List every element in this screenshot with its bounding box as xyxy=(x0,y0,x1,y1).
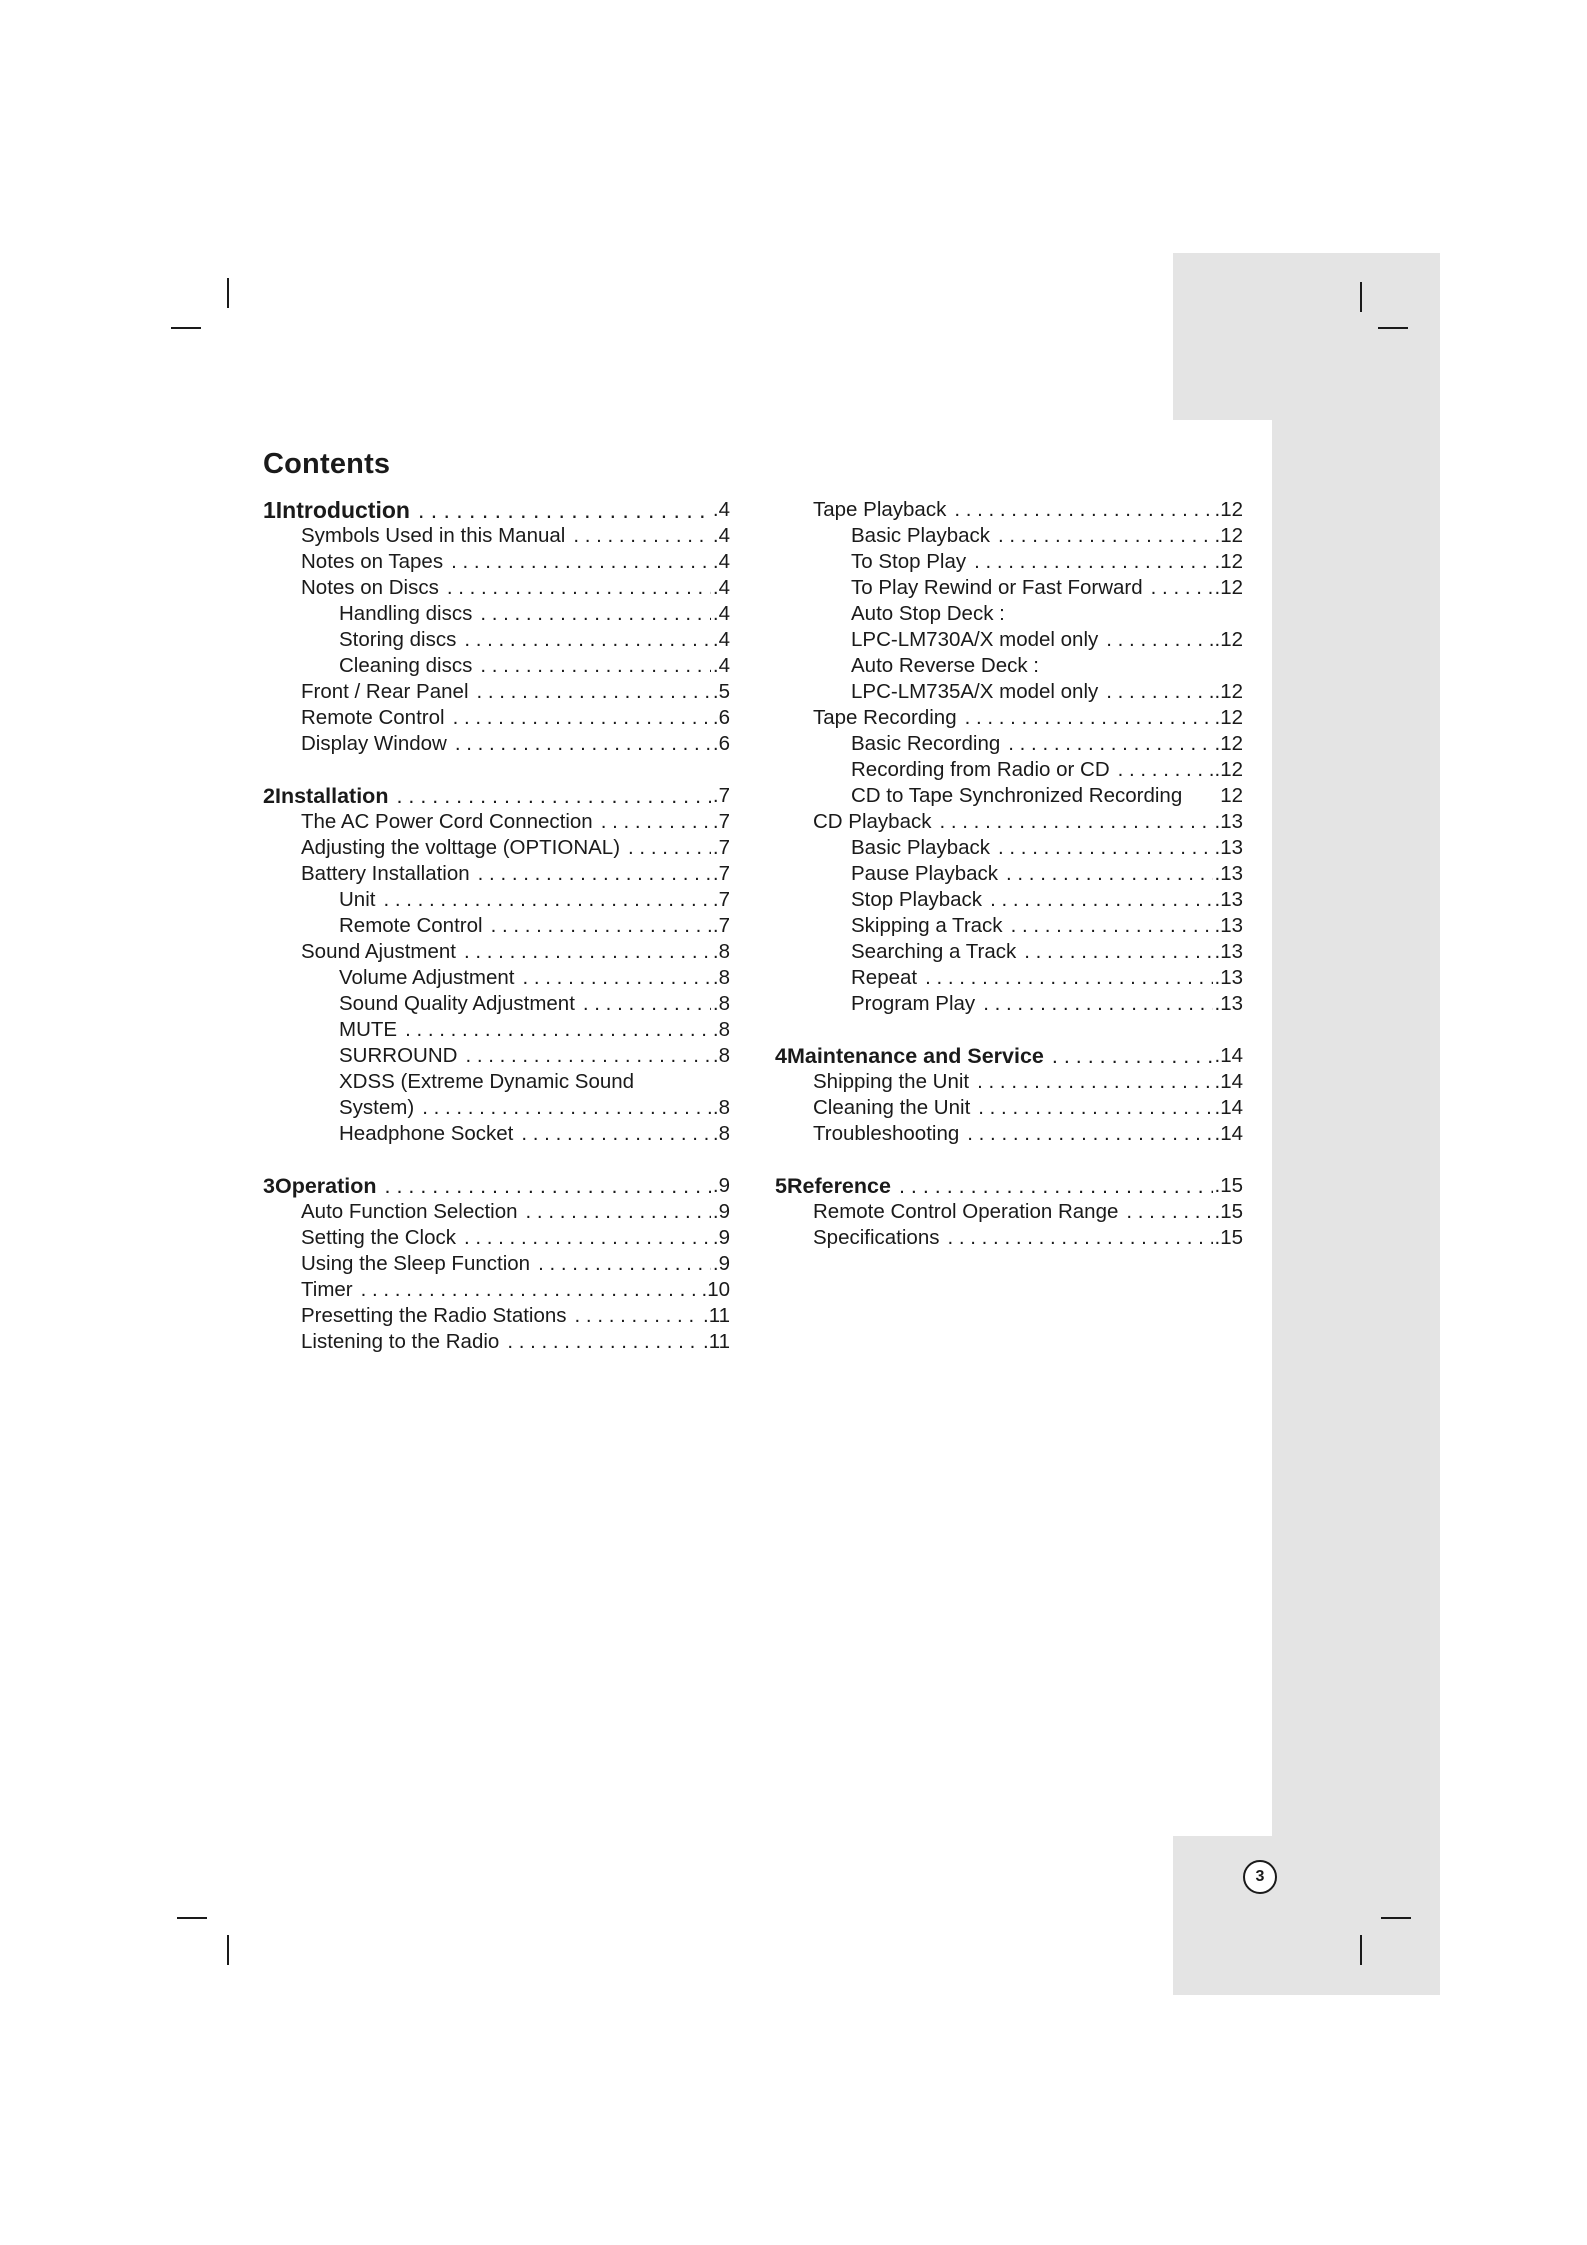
dot-leader xyxy=(954,497,1212,523)
toc-entry-label: Timer xyxy=(301,1278,353,1301)
toc-entry-label: Shipping the Unit xyxy=(813,1070,970,1093)
toc-entry-label: Remote Control xyxy=(301,706,445,729)
dot-leader xyxy=(899,1173,1213,1199)
toc-chapter xyxy=(263,497,730,523)
crop-mark xyxy=(227,1935,229,1965)
dot-leader xyxy=(1118,757,1213,783)
toc-page-number: .12 xyxy=(1214,498,1243,521)
toc-entry-label: Program Play xyxy=(851,992,976,1015)
chapter-number: 2 xyxy=(263,784,275,808)
toc-entry-label: Setting the Clock xyxy=(301,1226,456,1249)
toc-entry xyxy=(263,1017,730,1043)
dot-leader xyxy=(405,1017,711,1043)
dot-leader xyxy=(361,1277,700,1303)
toc-entry-label: Symbols Used in this Manual xyxy=(301,524,566,547)
toc-entry xyxy=(263,809,730,835)
dot-leader xyxy=(1006,861,1212,887)
toc-chapter xyxy=(775,1173,1243,1199)
toc-entry-label: Repeat xyxy=(851,966,918,989)
toc-page-number: .8 xyxy=(712,1018,730,1041)
dot-leader xyxy=(491,913,711,939)
toc-page-number: .8 xyxy=(712,1044,730,1067)
toc-entry-label: To Stop Play xyxy=(851,550,967,573)
toc-entry xyxy=(263,887,730,913)
dot-leader xyxy=(480,601,711,627)
toc-entry xyxy=(775,679,1243,705)
toc-entry xyxy=(775,705,1243,731)
toc-page-number: .5 xyxy=(712,680,730,703)
toc-page-number: .13 xyxy=(1214,966,1243,989)
toc-entry-label: Auto Stop Deck : xyxy=(851,602,1005,625)
toc-entry xyxy=(775,965,1243,991)
dot-leader xyxy=(967,1121,1212,1147)
dot-leader xyxy=(447,575,711,601)
dot-leader xyxy=(601,809,711,835)
toc-page-number: .12 xyxy=(1214,576,1243,599)
toc-entry xyxy=(263,731,730,757)
toc-page-number: .8 xyxy=(712,940,730,963)
toc-entry xyxy=(263,679,730,705)
dot-leader xyxy=(1008,731,1212,757)
dot-leader xyxy=(998,523,1212,549)
toc-entry-label: Troubleshooting xyxy=(813,1122,960,1145)
toc-page-number: .7 xyxy=(712,914,730,937)
dot-leader xyxy=(480,653,711,679)
toc-page-number: .11 xyxy=(703,1304,730,1327)
dot-leader xyxy=(521,1121,711,1147)
crop-mark xyxy=(177,1917,207,1919)
toc-page-number: .9 xyxy=(712,1252,730,1275)
dot-leader xyxy=(478,861,711,887)
toc-entry-label: Adjusting the volttage (OPTIONAL) xyxy=(301,836,621,859)
dot-leader xyxy=(573,523,711,549)
toc-entry-label: Front / Rear Panel xyxy=(301,680,469,703)
toc-entry-label: Installation xyxy=(274,784,389,808)
toc-entry xyxy=(775,1095,1243,1121)
toc-page-number: .4 xyxy=(712,654,730,677)
toc-entry xyxy=(263,549,730,575)
toc-entry-label: Volume Adjustment xyxy=(339,966,515,989)
toc-right-column xyxy=(775,497,1243,1251)
toc-entry xyxy=(263,861,730,887)
toc-entry-label: SURROUND xyxy=(339,1044,458,1067)
dot-leader xyxy=(1106,679,1212,705)
toc-entry-label: The AC Power Cord Connection xyxy=(301,810,593,833)
toc-entry xyxy=(263,1069,730,1095)
toc-entry xyxy=(263,1329,730,1355)
dot-leader xyxy=(453,705,711,731)
toc-entry xyxy=(775,861,1243,887)
dot-leader xyxy=(974,549,1212,575)
toc-page-number: 12 xyxy=(1220,784,1243,807)
toc-page-number: .8 xyxy=(712,1122,730,1145)
toc-entry-label: Searching a Track xyxy=(851,940,1017,963)
toc-page-number: .4 xyxy=(712,628,730,651)
dot-leader xyxy=(978,1095,1212,1121)
dot-leader xyxy=(418,497,711,523)
toc-left-column xyxy=(263,497,730,1355)
toc-page-number: .13 xyxy=(1214,810,1243,833)
toc-entry-label: Tape Recording xyxy=(813,706,957,729)
dot-leader xyxy=(965,705,1213,731)
toc-entry-label: Remote Control Operation Range xyxy=(813,1200,1119,1223)
toc-entry xyxy=(775,783,1243,809)
dot-leader xyxy=(998,835,1212,861)
toc-page-number: .13 xyxy=(1214,862,1243,885)
dot-leader xyxy=(451,549,711,575)
toc-page-number: .13 xyxy=(1214,914,1243,937)
toc-entry-label: Basic Playback xyxy=(851,836,991,859)
dot-leader xyxy=(628,835,711,861)
dot-leader xyxy=(507,1329,701,1355)
toc-entry-label: Unit xyxy=(339,888,376,911)
dot-leader xyxy=(940,809,1213,835)
toc-entry xyxy=(775,887,1243,913)
toc-page-number: .4 xyxy=(712,602,730,625)
toc-page-number: .10 xyxy=(701,1278,730,1301)
toc-entry xyxy=(775,575,1243,601)
toc-page-number: .13 xyxy=(1214,940,1243,963)
dot-leader xyxy=(477,679,711,705)
dot-leader xyxy=(583,991,711,1017)
toc-entry xyxy=(263,1095,730,1121)
toc-entry-label: MUTE xyxy=(339,1018,398,1041)
dot-leader xyxy=(977,1069,1212,1095)
toc-entry-label: Notes on Discs xyxy=(301,576,439,599)
toc-page-number: .12 xyxy=(1214,706,1243,729)
crop-mark xyxy=(1381,1917,1411,1919)
toc-chapter xyxy=(263,783,730,809)
dot-leader xyxy=(1126,1199,1212,1225)
toc-page-number: .8 xyxy=(712,966,730,989)
toc-page-number: .12 xyxy=(1214,732,1243,755)
toc-entry xyxy=(775,939,1243,965)
toc-entry-label: Notes on Tapes xyxy=(301,550,444,573)
toc-entry xyxy=(775,913,1243,939)
toc-entry-label: CD Playback xyxy=(813,810,932,833)
toc-entry-label: System) xyxy=(339,1096,415,1119)
toc-entry-label: Handling discs xyxy=(339,602,473,625)
toc-entry-label: Tape Playback xyxy=(813,498,947,521)
toc-entry-label: Stop Playback xyxy=(851,888,983,911)
toc-page-number: .14 xyxy=(1214,1096,1243,1119)
toc-page-number: .7 xyxy=(712,784,730,807)
toc-page-number: .12 xyxy=(1214,680,1243,703)
toc-entry xyxy=(263,1277,730,1303)
toc-entry xyxy=(775,1069,1243,1095)
toc-entry xyxy=(775,809,1243,835)
crop-mark xyxy=(1360,282,1362,312)
crop-mark xyxy=(1360,1935,1362,1965)
dot-leader xyxy=(575,1303,701,1329)
toc-page-number: .4 xyxy=(712,576,730,599)
toc-page-number: .13 xyxy=(1214,888,1243,911)
toc-entry-label: Pause Playback xyxy=(851,862,999,885)
crop-mark xyxy=(1378,327,1408,329)
toc-entry-label: Presetting the Radio Stations xyxy=(301,1304,567,1327)
toc-entry-label: Sound Quality Adjustment xyxy=(339,992,575,1015)
toc-entry-label: Cleaning the Unit xyxy=(813,1096,971,1119)
page-title: Contents xyxy=(263,448,391,480)
toc-entry xyxy=(263,913,730,939)
toc-entry-label: Listening to the Radio xyxy=(301,1330,500,1353)
toc-entry xyxy=(263,965,730,991)
dot-leader xyxy=(396,783,710,809)
toc-page-number: .4 xyxy=(712,550,730,573)
side-band xyxy=(1272,253,1440,1995)
dot-leader xyxy=(1106,627,1212,653)
toc-entry-label: Introduction xyxy=(275,497,410,523)
dot-leader xyxy=(464,627,711,653)
toc-page-number: .15 xyxy=(1214,1174,1243,1197)
toc-entry xyxy=(775,523,1243,549)
toc-entry xyxy=(263,653,730,679)
toc-entry xyxy=(775,601,1243,627)
dot-leader xyxy=(1052,1043,1213,1069)
toc-entry-label: LPC-LM730A/X model only xyxy=(851,628,1099,651)
toc-entry-label: Basic Recording xyxy=(851,732,1001,755)
toc-page-number: .4 xyxy=(712,498,730,521)
toc-page-number: .14 xyxy=(1214,1044,1243,1067)
toc-page-number: .4 xyxy=(712,524,730,547)
toc-page-number: .12 xyxy=(1214,628,1243,651)
dot-leader xyxy=(925,965,1212,991)
toc-entry xyxy=(263,601,730,627)
toc-entry-label: Specifications xyxy=(813,1226,940,1249)
toc-entry-label: Using the Sleep Function xyxy=(301,1252,531,1275)
toc-entry-label: LPC-LM735A/X model only xyxy=(851,680,1099,703)
toc-page-number: .12 xyxy=(1214,524,1243,547)
toc-entry-label: XDSS (Extreme Dynamic Sound xyxy=(339,1070,635,1093)
toc-chapter xyxy=(263,1173,730,1199)
toc-page-number: .8 xyxy=(712,1096,730,1119)
toc-entry-label: Reference xyxy=(786,1174,891,1198)
toc-entry xyxy=(775,1199,1243,1225)
toc-entry xyxy=(775,627,1243,653)
page-number-badge: 3 xyxy=(1243,1860,1277,1894)
toc-entry xyxy=(775,731,1243,757)
dot-leader xyxy=(464,1225,711,1251)
toc-entry xyxy=(263,991,730,1017)
toc-entry xyxy=(263,1199,730,1225)
dot-leader xyxy=(1151,575,1213,601)
toc-entry-label: Headphone Socket xyxy=(339,1122,514,1145)
toc-entry xyxy=(263,523,730,549)
toc-entry-label: Sound Ajustment xyxy=(301,940,456,963)
toc-entry-label: Remote Control xyxy=(339,914,483,937)
toc-entry-label: Battery Installation xyxy=(301,862,470,885)
toc-entry-label: Auto Reverse Deck : xyxy=(851,654,1039,677)
toc-entry xyxy=(775,497,1243,523)
dot-leader xyxy=(983,991,1212,1017)
toc-page-number: .8 xyxy=(712,992,730,1015)
toc-entry-label: Auto Function Selection xyxy=(301,1200,518,1223)
toc-entry xyxy=(263,575,730,601)
toc-page-number: .15 xyxy=(1214,1200,1243,1223)
toc-page-number: .12 xyxy=(1214,550,1243,573)
toc-entry-label: Display Window xyxy=(301,732,447,755)
dot-leader xyxy=(990,887,1212,913)
toc-entry-label: Recording from Radio or CD xyxy=(851,758,1110,781)
toc-entry xyxy=(263,1303,730,1329)
crop-mark xyxy=(171,327,201,329)
dot-leader xyxy=(538,1251,711,1277)
toc-entry-label: Maintenance and Service xyxy=(786,1044,1044,1068)
side-band-bottom xyxy=(1173,1836,1440,1995)
toc-page-number: .14 xyxy=(1214,1122,1243,1145)
toc-entry xyxy=(263,1225,730,1251)
dot-leader xyxy=(947,1225,1212,1251)
toc-entry xyxy=(263,705,730,731)
toc-entry xyxy=(775,835,1243,861)
toc-page-number: .13 xyxy=(1214,992,1243,1015)
toc-page-number: .7 xyxy=(712,862,730,885)
toc-page-number: .6 xyxy=(712,706,730,729)
toc-entry xyxy=(263,1043,730,1069)
dot-leader xyxy=(455,731,711,757)
dot-leader xyxy=(1011,913,1213,939)
crop-mark xyxy=(227,278,229,308)
toc-page-number: .7 xyxy=(712,836,730,859)
toc-entry xyxy=(775,549,1243,575)
toc-entry xyxy=(263,835,730,861)
toc-page-number: .7 xyxy=(712,810,730,833)
toc-entry-label: Skipping a Track xyxy=(851,914,1003,937)
toc-page-number: .7 xyxy=(712,888,730,911)
toc-entry-label: To Play Rewind or Fast Forward xyxy=(851,576,1143,599)
toc-page-number: .6 xyxy=(712,732,730,755)
toc-entry-label: Storing discs xyxy=(339,628,457,651)
dot-leader xyxy=(523,965,711,991)
toc-entry xyxy=(775,1121,1243,1147)
dot-leader xyxy=(422,1095,711,1121)
toc-entry-label: CD to Tape Synchronized Recording xyxy=(851,784,1183,807)
chapter-number: 3 xyxy=(263,1174,275,1198)
toc-page-number: .9 xyxy=(712,1226,730,1249)
toc-entry xyxy=(775,1225,1243,1251)
toc-page-number: .14 xyxy=(1214,1070,1243,1093)
toc-entry xyxy=(775,653,1243,679)
toc-chapter xyxy=(775,1043,1243,1069)
toc-entry xyxy=(263,1121,730,1147)
toc-page-number: .12 xyxy=(1214,758,1243,781)
chapter-number: 5 xyxy=(775,1174,787,1198)
toc-entry-label: Cleaning discs xyxy=(339,654,473,677)
toc-entry xyxy=(263,939,730,965)
dot-leader xyxy=(385,1173,711,1199)
toc-page-number: .9 xyxy=(712,1174,730,1197)
toc-entry xyxy=(263,627,730,653)
toc-page-number: .11 xyxy=(703,1330,730,1353)
dot-leader xyxy=(526,1199,711,1225)
toc-page-number: .15 xyxy=(1214,1226,1243,1249)
dot-leader xyxy=(1024,939,1212,965)
toc-page-number: .13 xyxy=(1214,836,1243,859)
dot-leader xyxy=(465,1043,710,1069)
toc-entry-label: Operation xyxy=(274,1174,377,1198)
dot-leader xyxy=(464,939,711,965)
toc-entry xyxy=(775,991,1243,1017)
toc-entry xyxy=(263,1251,730,1277)
toc-page-number: .9 xyxy=(712,1200,730,1223)
chapter-number: 4 xyxy=(775,1044,787,1068)
dot-leader xyxy=(383,887,710,913)
toc-entry xyxy=(775,757,1243,783)
toc-entry-label: Basic Playback xyxy=(851,524,991,547)
chapter-number: 1 xyxy=(263,497,276,523)
